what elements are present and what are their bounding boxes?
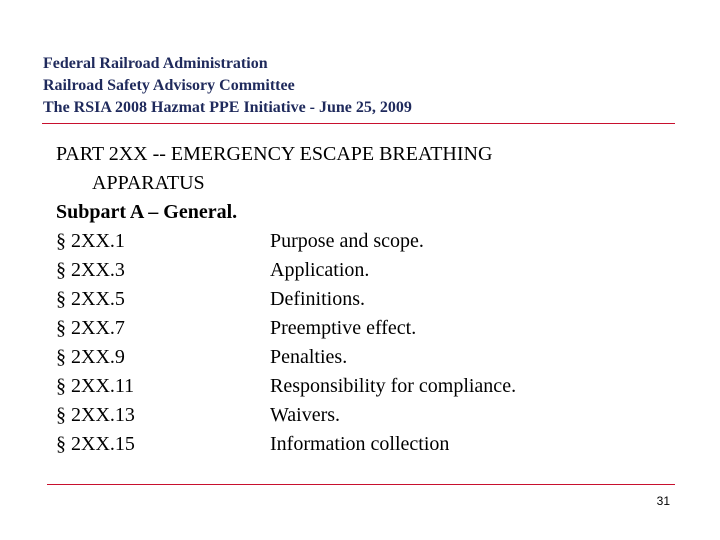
section-row [56,372,517,401]
section-number: § 2XX.9 [56,346,125,368]
footer-divider [47,484,675,485]
header-line-committee: Railroad Safety Advisory Committee [43,77,295,94]
slide-header [43,53,412,119]
section-number: § 2XX.7 [56,317,125,339]
section-title: Information collection [270,433,450,455]
page-number: 31 [656,494,670,508]
section-title: Purpose and scope. [270,230,424,252]
section-number: § 2XX.1 [56,230,125,252]
section-number: § 2XX.5 [56,288,125,310]
section-title: Application. [270,259,370,281]
part-title: PART 2XX -- EMERGENCY ESCAPE BREATHING [56,143,493,165]
section-row [56,227,492,256]
section-number: § 2XX.11 [56,375,135,397]
section-number: § 2XX.13 [56,404,135,426]
section-title: Waivers. [270,404,341,426]
header-line-agency: Federal Railroad Administration [43,55,268,72]
section-row [56,401,492,430]
section-row [56,285,492,314]
section-row [56,343,492,372]
section-row [56,430,492,459]
section-title: Responsibility for compliance. [270,375,517,397]
part-title-continued: APPARATUS [92,172,205,194]
section-title: Penalties. [270,346,348,368]
header-line-initiative: The RSIA 2008 Hazmat PPE Initiative - June 25, 2009 [43,99,412,116]
header-divider [42,123,675,124]
section-title: Preemptive effect. [270,317,417,339]
section-number: § 2XX.3 [56,259,125,281]
section-number: § 2XX.15 [56,433,135,455]
section-title: Definitions. [270,288,365,310]
section-row [56,256,492,285]
subpart-heading: Subpart A – General. [56,201,238,223]
slide-body [56,140,517,459]
section-row [56,314,492,343]
